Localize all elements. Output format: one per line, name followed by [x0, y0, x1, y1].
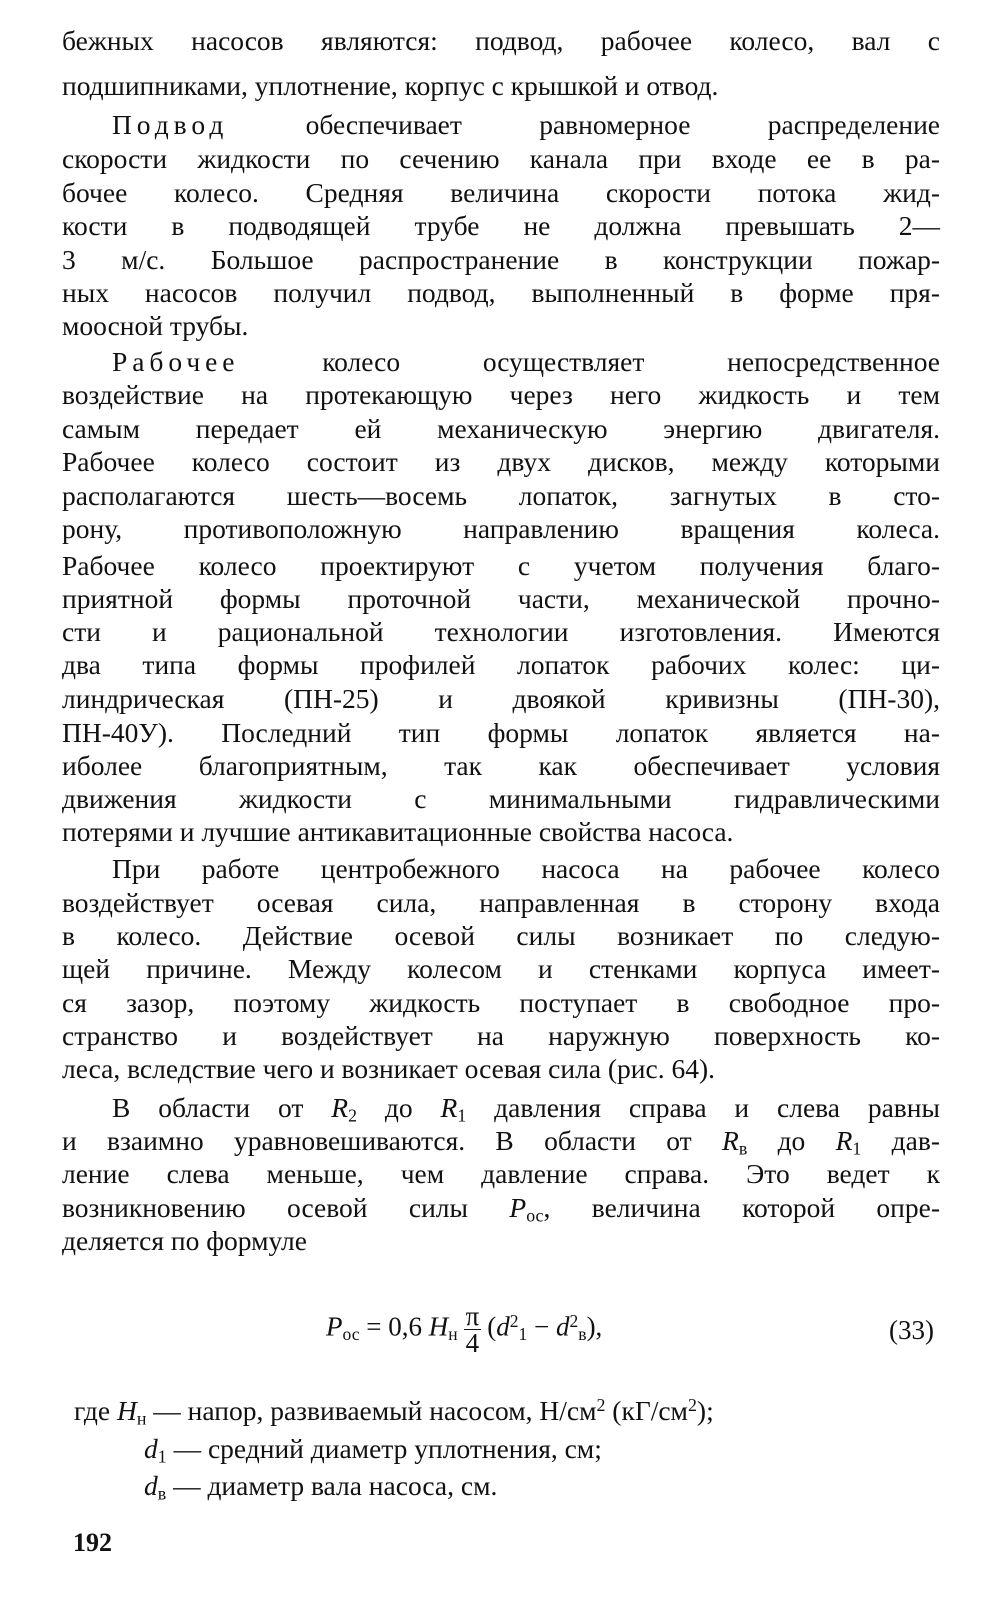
text-line: располагаются шесть—восемь лопаток, загнутых в сто- — [62, 480, 940, 511]
text-line: линдрическая (ПН-25) и двоякой кривизны (ПН-30), — [62, 683, 940, 714]
math-sup: 2 — [569, 1310, 579, 1331]
math-var: d — [144, 1433, 158, 1464]
text-fragment: обеспечивает равномерное распределение — [228, 109, 940, 140]
term-podvod: Подвод — [112, 109, 229, 140]
definition-text: — средний диаметр уплотнения, см; — [166, 1433, 602, 1464]
math-sub: ос — [526, 1205, 544, 1226]
math-op: ( — [487, 1311, 497, 1342]
definitions-intro: где — [74, 1395, 117, 1426]
text-line: Рабочее колесо состоит из двух дисков, между которыми — [62, 446, 940, 477]
text-fragment: до — [357, 1092, 441, 1123]
math-sub: 2 — [348, 1105, 358, 1126]
definition-row — [74, 1395, 714, 1431]
math-var: P — [509, 1192, 527, 1223]
text-line: ся зазор, поэтому жидкость поступает в свободное про- — [62, 987, 940, 1018]
text-line: ПН-40У). Последний тип формы лопаток является на- — [62, 717, 940, 748]
text-fragment: возникновению осевой силы — [62, 1192, 510, 1223]
math-sub: 1 — [852, 1138, 862, 1159]
math-var: H — [428, 1311, 449, 1342]
text-line: подшипниками, уплотнение, корпус с крышкой и отвод. — [62, 70, 719, 101]
text-fragment: , величина которой опре- — [543, 1192, 940, 1223]
text-line: 3 м/с. Большое распространение в конструкции пожар- — [62, 244, 940, 275]
text-line: деляется по формуле — [62, 1225, 307, 1256]
text-fragment: до — [747, 1125, 836, 1156]
formula-33 — [0, 1285, 989, 1358]
text-line: приятной формы проточной части, механической прочно- — [62, 583, 940, 614]
math-var: R — [722, 1125, 739, 1156]
text-line: ление слева меньше, чем давление справа. Это ведет к — [62, 1158, 940, 1189]
math-var: R — [331, 1092, 349, 1123]
text-line — [62, 1191, 940, 1225]
equation-number: (33) — [889, 1315, 934, 1345]
term-rabochee: Рабочее — [112, 346, 240, 377]
math-sub: н — [448, 1324, 458, 1345]
math-var: H — [116, 1395, 137, 1426]
text-line: Рабочее колесо проектируют с учетом получения благо- — [62, 550, 940, 581]
text-line: странство и воздействует на наружную поверхность ко- — [62, 1020, 940, 1051]
text-line: движения жидкости с минимальными гидравлическими — [62, 783, 940, 814]
text-line: воздействие на протекающую через него жидкость и тем — [62, 379, 940, 410]
math-op: = 0,6 — [359, 1311, 429, 1342]
text-line: леса, вследствие чего и возникает осевая сила (рис. 64). — [62, 1053, 716, 1084]
text-line: иболее благоприятным, так как обеспечивает условия — [62, 750, 940, 781]
text-line: самым передает ей механическую энергию двигателя. — [62, 413, 940, 444]
text-line — [112, 1091, 940, 1125]
text-line: При работе центробежного насоса на рабочее колесо — [112, 853, 940, 884]
math-sup: 2 — [509, 1310, 519, 1331]
text-line: в колесо. Действие осевой силы возникает по следую- — [62, 920, 940, 951]
text-line: бежных насосов являются: подвод, рабочее колесо, вал с — [62, 25, 940, 56]
text-fragment: и взаимно уравновешиваются. В области от — [62, 1125, 723, 1156]
math-sub: 1 — [457, 1105, 467, 1126]
math-var: R — [440, 1092, 458, 1123]
text-line — [112, 345, 940, 379]
math-sub: в — [157, 1483, 167, 1504]
text-line — [62, 1124, 940, 1158]
text-line: кости в подводящей трубе не должна превышать 2— — [62, 210, 940, 241]
definition-text: ); — [696, 1395, 714, 1426]
math-op: ), — [586, 1311, 603, 1342]
fraction-denominator: 4 — [465, 1328, 480, 1358]
definition-text: — диаметр вала насоса, см. — [166, 1470, 498, 1501]
text-line: сти и рациональной технологии изготовления. Имеются — [62, 616, 940, 647]
math-sub: ос — [342, 1324, 360, 1345]
formula-expression — [326, 1303, 602, 1356]
math-sub: 1 — [518, 1324, 528, 1345]
text-line: бочее колесо. Средняя величина скорости потока жид- — [62, 177, 940, 208]
definition-row — [144, 1433, 602, 1469]
text-fragment: В области от — [112, 1092, 332, 1123]
math-sub: н — [136, 1408, 147, 1429]
text-line: два типа формы профилей лопаток рабочих колес: ци- — [62, 649, 940, 680]
math-sup: 2 — [687, 1395, 697, 1416]
math-var: d — [496, 1311, 510, 1342]
math-sub: в — [738, 1138, 748, 1159]
text-line: моосной трубы. — [62, 310, 249, 341]
text-line: потерями и лучшие антикавитационные свойства насоса. — [62, 816, 734, 847]
math-fraction — [464, 1303, 482, 1356]
text-fragment: дав- — [861, 1125, 940, 1156]
math-var: d — [556, 1311, 570, 1342]
text-line: рону, противоположную направлению вращения колеса. — [62, 513, 940, 544]
math-sup: 2 — [596, 1395, 606, 1416]
math-var: R — [835, 1125, 853, 1156]
text-fragment: давления справа и слева равны — [466, 1092, 940, 1123]
math-sub: 1 — [157, 1446, 167, 1467]
text-fragment: колесо осуществляет непосредственное — [239, 346, 940, 377]
definition-text: — напор, развиваемый насосом, Н/см — [146, 1395, 597, 1426]
math-var: d — [144, 1470, 158, 1501]
definition-text: (кГ/см — [605, 1395, 688, 1426]
text-line: скорости жидкости по сечению канала при входе ее в ра- — [62, 143, 940, 174]
math-var: P — [326, 1311, 343, 1342]
text-line: щей причине. Между колесом и стенками корпуса имеет- — [62, 953, 940, 984]
definition-row — [144, 1470, 497, 1506]
math-sub: в — [578, 1324, 587, 1345]
text-line — [112, 108, 940, 142]
fraction-numerator: π — [465, 1301, 480, 1331]
math-op: − — [527, 1311, 557, 1342]
text-line: ных насосов получил подвод, выполненный в форме пря- — [62, 277, 940, 308]
page-number: 192 — [73, 1528, 112, 1557]
text-line: воздействует осевая сила, направленная в сторону входа — [62, 887, 940, 918]
